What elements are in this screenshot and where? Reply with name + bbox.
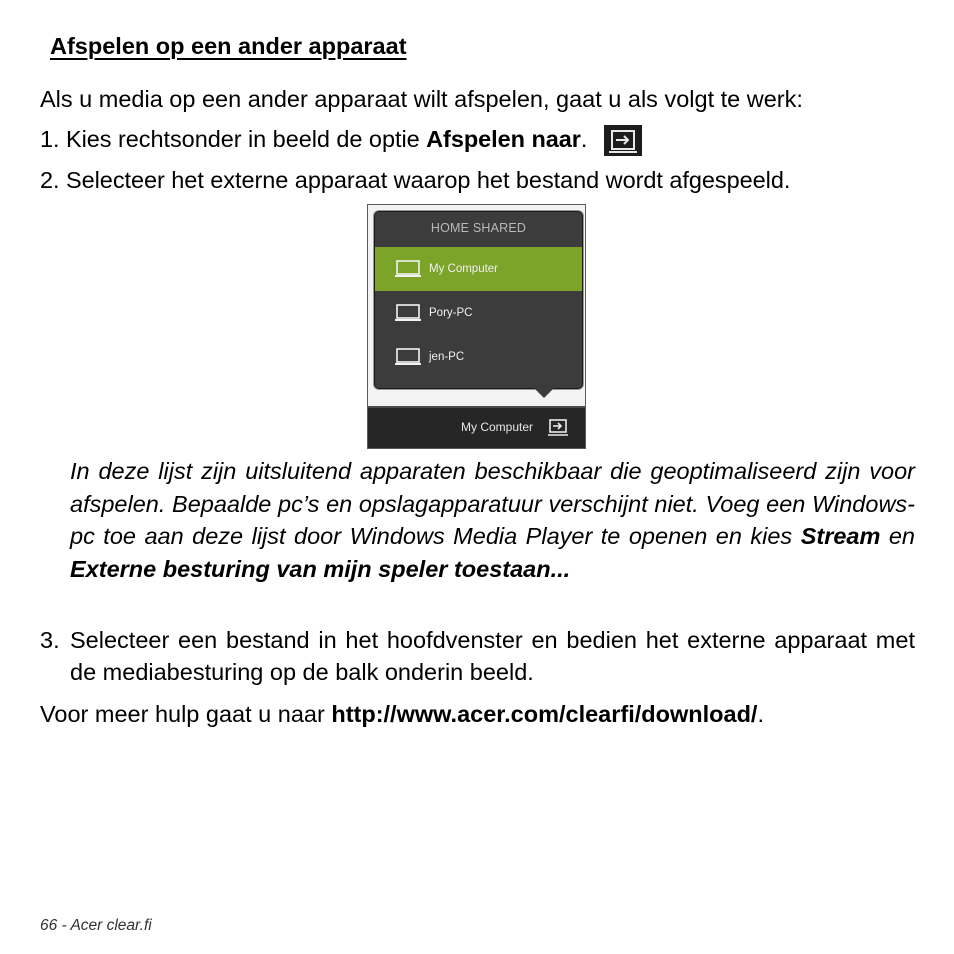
note-text-2: en	[880, 523, 916, 549]
device-label: My Computer	[429, 263, 499, 275]
step-3	[40, 624, 915, 688]
help-line	[40, 700, 764, 728]
intro-text: Als u media op een ander apparaat wilt afspelen, gaat u als volgt te werk:	[40, 86, 803, 112]
step-2-text: Selecteer het externe apparaat waarop het bestand wordt afgespeeld.	[65, 167, 791, 193]
play-to-bar[interactable]	[368, 406, 585, 449]
step-3-text: Selecteer een bestand in het hoofdvenster en bedien het externe apparaat met de mediabesturing op de balk onderin beeld.	[70, 627, 915, 685]
laptop-icon	[395, 304, 421, 322]
section-heading: Afspelen op een ander apparaat	[50, 33, 407, 59]
device-item-my-computer[interactable]	[375, 247, 582, 291]
device-label: Pory-PC	[429, 307, 473, 319]
device-item-jen-pc[interactable]	[375, 335, 582, 379]
step-1-bold: Afspelen naar	[426, 126, 581, 152]
laptop-icon	[395, 348, 421, 366]
step-2	[40, 166, 790, 194]
note-bold-stream: Stream	[800, 523, 881, 549]
device-item-pory-pc[interactable]	[375, 291, 582, 335]
device-label: jen-PC	[429, 351, 465, 363]
popup-pointer	[531, 385, 557, 398]
laptop-icon	[395, 260, 421, 278]
step-2-number: 2.	[40, 167, 60, 193]
page-footer: 66 - Acer clear.fi	[40, 917, 152, 934]
play-to-icon[interactable]	[547, 418, 569, 438]
step-3-number: 3.	[40, 627, 60, 653]
step-1-number: 1.	[40, 126, 60, 152]
help-text: Voor meer hulp gaat u naar	[40, 701, 332, 727]
help-link[interactable]: http://www.acer.com/clearfi/download/	[331, 701, 758, 727]
device-popup	[374, 211, 583, 389]
play-to-icon	[604, 125, 642, 156]
step-1-text: Kies rechtsonder in beeld de optie	[65, 126, 427, 152]
note-text-1: In deze lijst zijn uitsluitend apparaten beschikbaar die geoptimaliseerd zijn voor afspelen. Bepaalde pc’s en opslagapparatuur verschijnt niet. Voeg een Windows-pc toe aan deze lijst door Windows Media Player te openen en kies	[70, 458, 915, 549]
step-1	[40, 125, 642, 156]
device-list-note	[70, 455, 915, 585]
help-after: .	[757, 701, 764, 727]
bar-label: My Computer	[461, 420, 534, 434]
popup-header: HOME SHARED	[430, 221, 527, 235]
note-bold-remote: Externe besturing van mijn speler toestaan...	[70, 555, 571, 582]
step-1-after: .	[580, 126, 588, 152]
play-to-screenshot	[367, 204, 586, 449]
